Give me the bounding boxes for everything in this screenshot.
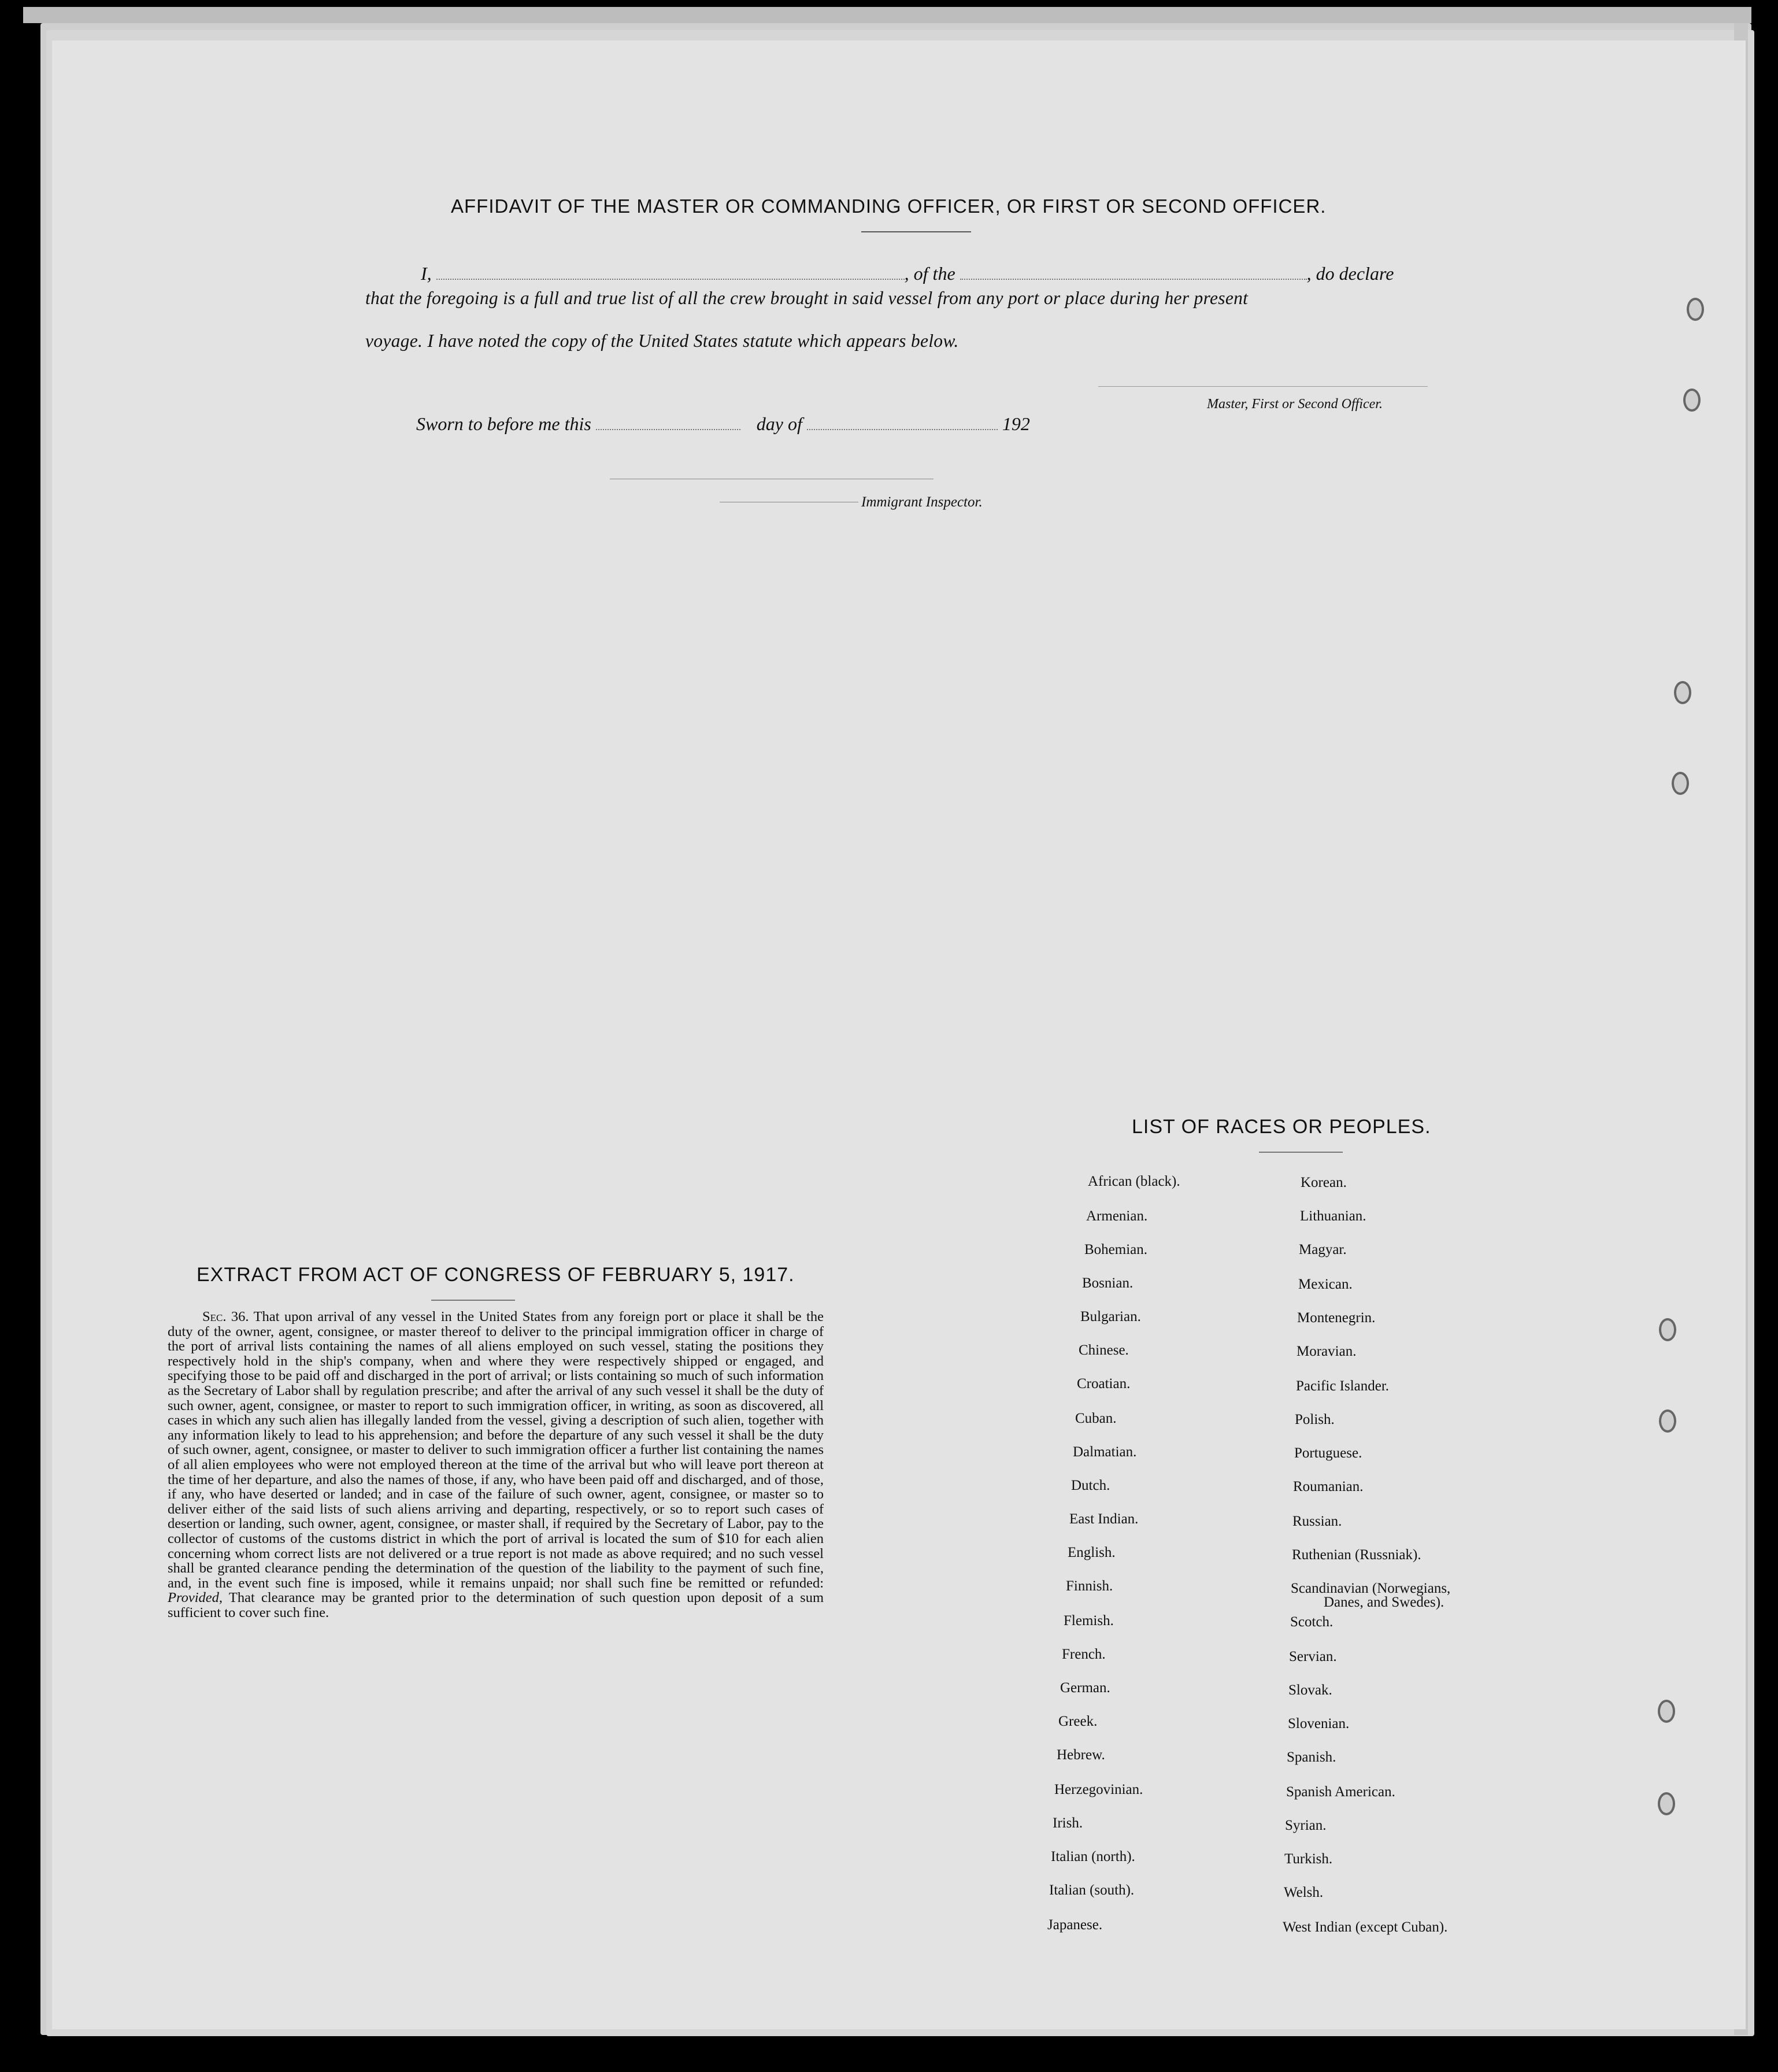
race-left-item: Croatian. [1077, 1376, 1131, 1392]
race-right-item: Slovak. [1288, 1682, 1332, 1698]
signature-label: Master, First or Second Officer. [1207, 397, 1383, 412]
race-right-item: Korean. [1301, 1175, 1347, 1190]
race-right-item: Scotch. [1290, 1614, 1334, 1630]
race-right-item: Montenegrin. [1297, 1310, 1376, 1326]
race-left-item: Chinese. [1079, 1342, 1129, 1358]
race-left-item: Japanese. [1047, 1917, 1103, 1933]
race-left-item: Italian (south). [1049, 1882, 1135, 1898]
race-right-item: Syrian. [1285, 1818, 1327, 1833]
race-right-item: Servian. [1289, 1649, 1337, 1664]
race-left-item: Cuban. [1075, 1411, 1117, 1426]
race-scandinavian-continued: Danes, and Swedes). [1324, 1594, 1444, 1610]
binder-hole [1658, 1792, 1675, 1815]
affidavit-title-rule [861, 231, 971, 232]
race-right-item: West Indian (except Cuban). [1283, 1919, 1448, 1935]
race-left-item: Bosnian. [1082, 1275, 1134, 1291]
race-right-item: Turkish. [1284, 1851, 1333, 1867]
extract-provided-label: Provided, [168, 1590, 223, 1606]
master-name-field[interactable] [436, 261, 905, 280]
affidavit-line-2: that the foregoing is a full and true list of all the crew brought in said vessel from any port or place during her present [365, 288, 1249, 308]
race-right-item: Pacific Islander. [1296, 1378, 1390, 1394]
race-left-item: Greek. [1058, 1714, 1098, 1729]
race-right-item: Welsh. [1284, 1885, 1324, 1900]
race-left-item: Irish. [1053, 1815, 1083, 1831]
extract-body [168, 1309, 824, 1620]
race-right-item: Polish. [1295, 1412, 1335, 1427]
race-left-item: Herzegovinian. [1054, 1782, 1143, 1797]
paper-edge-top [23, 7, 1751, 23]
race-right-item: Mexican. [1298, 1276, 1353, 1292]
race-right-item: Ruthenian (Russniak). [1292, 1547, 1421, 1563]
affidavit-title: AFFIDAVIT OF THE MASTER OR COMMANDING OFFICER, OR FIRST OR SECOND OFFICER. [451, 195, 1327, 217]
race-right-item: Slovenian. [1288, 1716, 1350, 1731]
affidavit-declare-label: , do declare [1306, 263, 1394, 284]
extract-body-text: That upon arrival of any vessel in the United States from any foreign port or place it shall be the duty of the owner, agent, consignee, or master thereof to deliver to the principal immigration officer in charge of the port of arrival lists containing the names of all aliens employed on such vessel, stating the positions they respectively hold in the ship's company, when and where they were respectively shipped or engaged, and specifying those to be paid off and discharged in the port of arrival; or lists containing so much of such information as the Secretary of Labor shall by regulation prescribe; and after the arrival of any such vessel it shall be the duty of such owner, agent, consignee, or master to report to such immigration officer, in writing, as soon as discovered, all cases in which any such alien has illegally landed from the vessel, giving a description of such alien, together with any information likely to lead to his apprehension; and before the departure of any such vessel it shall be the duty of such owner, agent, consignee, or master to deliver to such immigration officer a further list containing the names of all alien employees who were not employed thereon at the time of the arrival but who will leave port thereon at the time of her departure, and also the names of those, if any, who have been paid off and discharged, and of those, if any, who have deserted or landed; and in case of the failure of such owner, agent, consignee, or master so to deliver either of the said lists of such aliens arriving and departing, respectively, or so to report such cases of desertion or landing, such owner, agent, consignee, or master shall, if required by the Secretary of Labor, pay to the collector of customs of the customs district in which the port of arrival is located the sum of $10 for each alien concerning whom correct lists are not delivered or a true report is not made as above required; and no such vessel shall be granted clearance pending the determination of the question of the liability to the payment of such fine, and, in the event such fine is imposed, while it remains unpaid; nor shall such fine be remitted or refunded: [168, 1309, 824, 1591]
race-left-item: Dutch. [1071, 1478, 1110, 1493]
race-right-item: Spanish. [1287, 1749, 1336, 1765]
race-right-item: Spanish American. [1286, 1784, 1395, 1800]
day-of-label: day of [756, 413, 802, 434]
sworn-month-field[interactable] [807, 412, 998, 430]
race-right-item: Roumanian. [1293, 1479, 1364, 1494]
vessel-name-field[interactable] [960, 261, 1307, 280]
race-left-item: Dalmatian. [1073, 1444, 1137, 1460]
race-left-item: German. [1060, 1680, 1110, 1696]
affidavit-line-1 [421, 261, 1394, 284]
race-left-item: African (black). [1088, 1174, 1180, 1189]
affidavit-i-label: I, [421, 263, 432, 284]
affidavit-of-the-label: , of the [904, 263, 955, 284]
race-left-item: Flemish. [1064, 1613, 1114, 1629]
races-title: LIST OF RACES OR PEOPLES. [1132, 1116, 1431, 1138]
race-right-item: Magyar. [1299, 1242, 1347, 1257]
binder-hole [1687, 298, 1704, 321]
race-right-item: Russian. [1292, 1514, 1342, 1529]
extract-title-rule [431, 1300, 515, 1301]
race-right-item: Lithuanian. [1300, 1208, 1366, 1224]
race-left-item: Armenian. [1086, 1208, 1148, 1224]
binder-hole [1674, 681, 1691, 704]
sworn-line [416, 412, 1030, 435]
binder-hole [1659, 1409, 1676, 1433]
signature-line [1098, 386, 1428, 387]
sworn-label: Sworn to before me this [416, 413, 591, 434]
race-right-item: Moravian. [1297, 1344, 1357, 1359]
race-left-item: Hebrew. [1057, 1747, 1105, 1763]
extract-provided-text: That clearance may be granted prior to the determination of such question upon deposit of a sum sufficient to cover such fine. [168, 1590, 824, 1620]
race-right-item: Portuguese. [1294, 1445, 1362, 1461]
races-title-rule [1259, 1152, 1343, 1153]
binder-hole [1658, 1700, 1675, 1723]
race-left-item: East Indian. [1069, 1511, 1139, 1527]
race-left-item: Italian (north). [1051, 1849, 1135, 1864]
race-left-item: English. [1068, 1545, 1116, 1560]
race-left-item: French. [1062, 1646, 1106, 1662]
race-right-item: Scandinavian (Norwegians, [1291, 1581, 1451, 1596]
inspector-label: Immigrant Inspector. [861, 494, 983, 510]
year-label: 192 [1002, 413, 1030, 434]
binder-hole [1672, 772, 1689, 795]
binder-hole [1683, 388, 1701, 412]
extract-title: EXTRACT FROM ACT OF CONGRESS OF FEBRUARY 5, 1917. [197, 1264, 795, 1286]
race-left-item: Finnish. [1066, 1578, 1113, 1594]
binder-hole [1659, 1318, 1676, 1341]
extract-section-label: Sec. 36. [202, 1309, 249, 1324]
sworn-day-field[interactable] [596, 412, 740, 430]
affidavit-line-3: voyage. I have noted the copy of the United States statute which appears below. [365, 331, 959, 351]
race-left-item: Bohemian. [1084, 1242, 1148, 1257]
race-left-item: Bulgarian. [1080, 1309, 1141, 1324]
